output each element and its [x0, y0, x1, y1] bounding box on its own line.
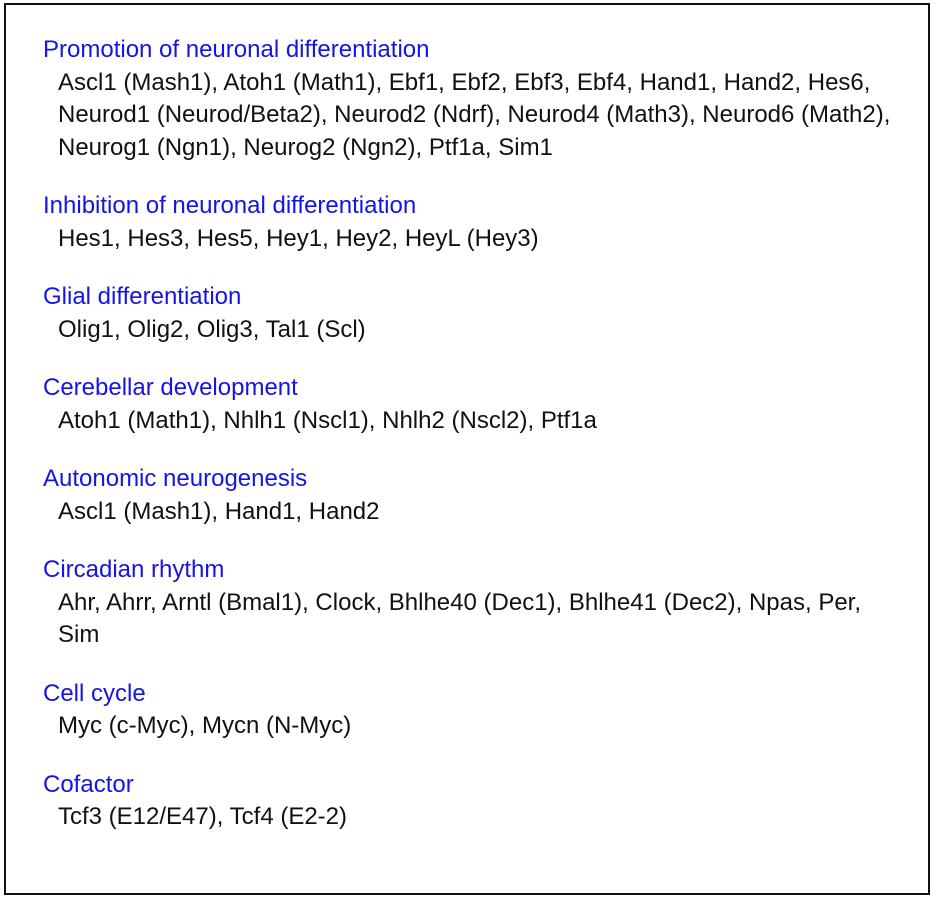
category-cerebellar-development	[43, 372, 923, 437]
gene-list: Myc (c-Myc), Mycn (N-Myc)	[58, 712, 352, 739]
category-heading: Inhibition of neuronal differentiation	[43, 192, 417, 219]
category-heading: Autonomic neurogenesis	[43, 465, 308, 492]
category-inhibition-neuronal-differentiation	[43, 190, 923, 255]
category-heading: Circadian rhythm	[43, 556, 225, 583]
category-autonomic-neurogenesis	[43, 463, 923, 528]
gene-list: Olig1, Olig2, Olig3, Tal1 (Scl)	[58, 315, 366, 343]
category-promotion-neuronal-differentiation	[43, 34, 923, 164]
category-heading: Promotion of neuronal differentiation	[43, 36, 430, 63]
category-glial-differentiation	[43, 281, 923, 346]
gene-list: Tcf3 (E12/E47), Tcf4 (E2-2)	[58, 803, 348, 830]
gene-list: Atoh1 (Math1), Nhlh1 (Nscl1), Nhlh2 (Nscl2), Ptf1a	[58, 406, 597, 434]
category-list	[43, 34, 923, 860]
category-heading: Glial differentiation	[43, 283, 242, 310]
category-cofactor	[43, 769, 923, 834]
category-heading: Cerebellar development	[43, 374, 298, 401]
gene-list: Ascl1 (Mash1), Atoh1 (Math1), Ebf1, Ebf2, Ebf3, Ebf4, Hand1, Hand2, Hes6, Neurod1 (Neurod/Beta2), Neurod2 (Ndrf), Neurod4 (Math3), Neurod6 (Math2), Neurog1 (Ngn1), Neurog2 (Ngn2), Ptf1a, Sim1	[58, 68, 891, 161]
gene-list: Ascl1 (Mash1), Hand1, Hand2	[58, 497, 380, 525]
category-cell-cycle	[43, 678, 923, 743]
category-heading: Cofactor	[43, 770, 134, 798]
category-heading: Cell cycle	[43, 679, 146, 707]
gene-list: Hes1, Hes3, Hes5, Hey1, Hey2, HeyL (Hey3)	[58, 224, 539, 252]
document-frame	[4, 3, 930, 895]
gene-list: Ahr, Ahrr, Arntl (Bmal1), Clock, Bhlhe40 (Dec1), Bhlhe41 (Dec2), Npas, Per, Sim	[58, 588, 862, 648]
category-circadian-rhythm	[43, 554, 923, 652]
